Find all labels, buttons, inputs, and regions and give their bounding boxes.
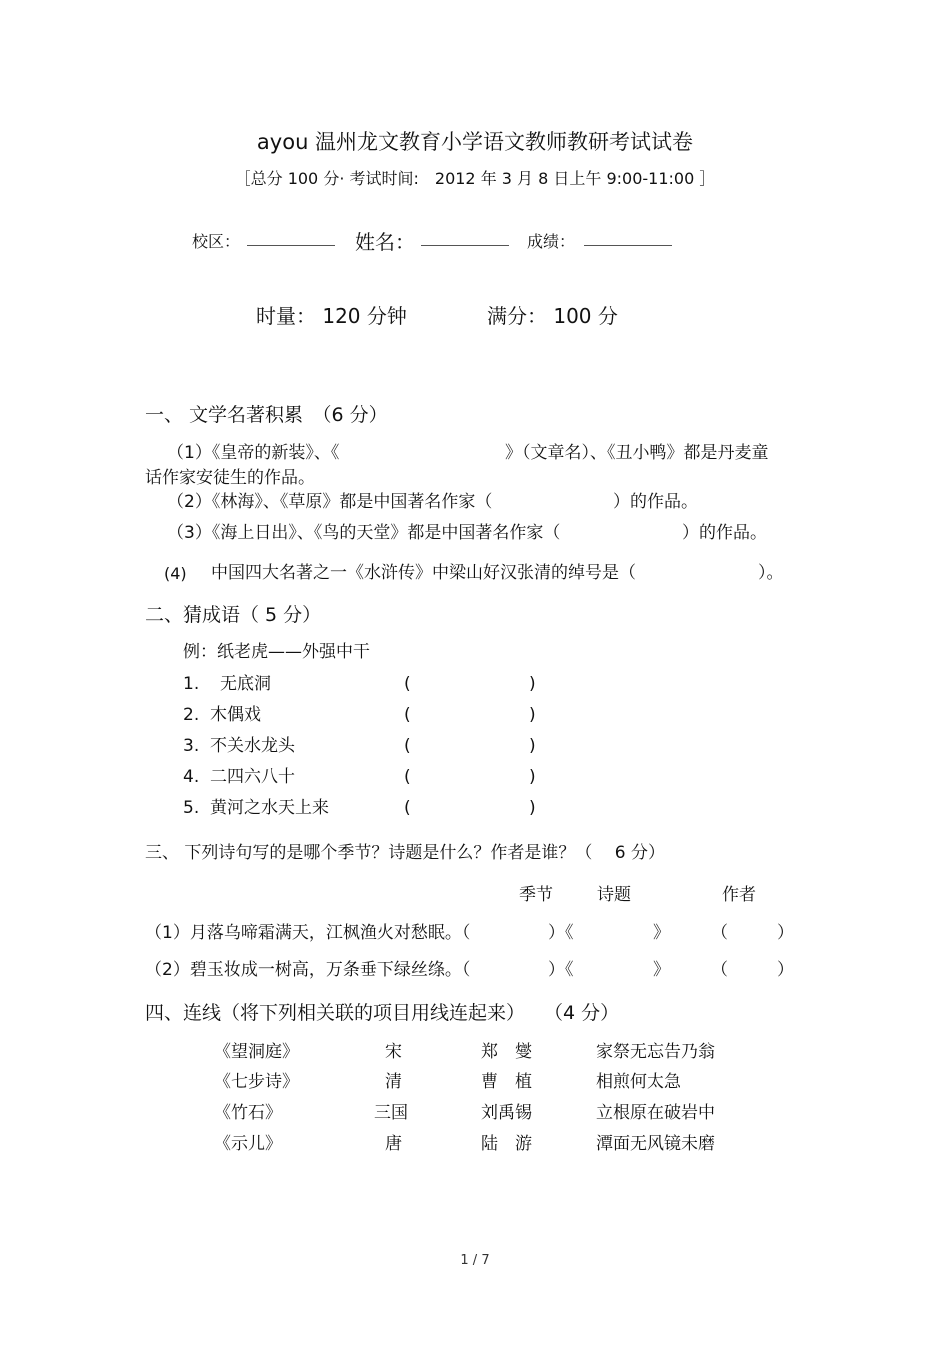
s3-col-season: 季节 [519, 885, 553, 905]
s1-q4-number: (4) [164, 564, 187, 583]
s2-item-close-paren: ) [529, 705, 536, 725]
s2-item-open-paren: ( [404, 798, 411, 818]
s4-dynasty: 宋 [385, 1042, 402, 1062]
s2-item-close-paren: ) [529, 674, 536, 694]
s2-item-close-paren: ) [529, 736, 536, 756]
campus-label: 校区： [192, 232, 241, 251]
section4-heading: 四、连线（将下列相关联的项目用线连起来） （4 分） [145, 1002, 620, 1024]
s4-poem: 《七步诗》 [214, 1072, 299, 1092]
s1-q1-part-b: 》（文章名）、《丑小鸭》都是丹麦童 [505, 443, 769, 463]
exam-title: ayou 温州龙文教育小学语文教师教研考试试卷 [256, 130, 694, 154]
s2-item-close-paren: ) [529, 767, 536, 787]
s2-item-text: 二四六八十 [210, 767, 295, 787]
s3-row-title-close: 》 [653, 960, 670, 980]
s3-row-season-close: ）《 [548, 923, 574, 943]
campus-blank [247, 245, 335, 246]
s2-item-number: 1. [183, 674, 200, 694]
section3-heading: 三、 下列诗句写的是哪个季节？诗题是什么？作者是谁？（ 6 分） [145, 843, 666, 863]
section2-heading: 二、猜成语（ 5 分） [145, 604, 322, 626]
full-score: 满分： 100 分 [487, 304, 618, 328]
s3-row-author-open: （ [711, 923, 728, 943]
s1-q3-part-a: （3）《海上日出》、《鸟的天堂》都是中国著名作家（ [167, 523, 561, 543]
score-label: 成绩： [527, 232, 576, 251]
s4-dynasty: 唐 [385, 1134, 402, 1154]
s4-author: 郑 燮 [481, 1042, 532, 1062]
s3-row-text: （2）碧玉妆成一树高，万条垂下绿丝绦。（ [145, 960, 471, 980]
s2-item-open-paren: ( [404, 736, 411, 756]
page-number: 1 / 7 [460, 1253, 490, 1268]
s1-q1-part-c: 话作家安徒生的作品。 [145, 468, 315, 488]
score-blank [584, 245, 672, 246]
s2-item-text: 木偶戏 [210, 705, 261, 725]
s2-item-text: 无底洞 [220, 674, 271, 694]
s3-row-author-close: ） [777, 960, 794, 980]
s4-line: 潭面无风镜未磨 [596, 1134, 715, 1154]
s4-line: 相煎何太急 [596, 1072, 681, 1092]
s2-item-close-paren: ) [529, 798, 536, 818]
s3-row-author-close: ） [777, 923, 794, 943]
s2-item-open-paren: ( [404, 674, 411, 694]
s3-row-author-open: （ [711, 960, 728, 980]
s1-q4-part-b: ）。 [758, 563, 784, 583]
s2-example: 例：纸老虎——外强中干 [183, 642, 370, 662]
s2-item-open-paren: ( [404, 705, 411, 725]
s4-author: 曹 植 [481, 1072, 532, 1092]
s2-item-number: 3. [183, 736, 200, 756]
s4-dynasty: 三国 [374, 1103, 408, 1123]
s4-dynasty: 清 [385, 1072, 402, 1092]
section1-heading: 一、 文学名著积累 （6 分） [145, 404, 388, 426]
s3-row-text: （1）月落乌啼霜满天，江枫渔火对愁眠。（ [145, 923, 471, 943]
name-label: 姓名： [355, 230, 415, 254]
s3-col-title: 诗题 [597, 885, 631, 905]
s4-author: 刘禹锡 [481, 1103, 532, 1123]
duration: 时量： 120 分钟 [256, 304, 407, 328]
s2-item-number: 4. [183, 767, 200, 787]
name-blank [421, 245, 509, 246]
s2-item-open-paren: ( [404, 767, 411, 787]
s4-poem: 《望洞庭》 [214, 1042, 299, 1062]
exam-subtitle: ［总分 100 分· 考试时间: 2012 年 3 月 8 日上午 9:00-11:00 ］ [234, 169, 716, 188]
s1-q4-part-a: 中国四大名著之一《水浒传》中梁山好汉张清的绰号是（ [211, 563, 636, 583]
s1-q1-part-a: （1）《皇帝的新装》、《 [167, 443, 340, 463]
s4-line: 家祭无忘告乃翁 [596, 1042, 715, 1062]
s3-col-author: 作者 [722, 885, 756, 905]
s4-author: 陆 游 [481, 1134, 532, 1154]
s3-row-season-close: ）《 [548, 960, 574, 980]
s2-item-number: 5. [183, 798, 200, 818]
s2-item-text: 黄河之水天上来 [210, 798, 329, 818]
s4-poem: 《竹石》 [214, 1103, 282, 1123]
s3-row-title-close: 》 [653, 923, 670, 943]
s4-line: 立根原在破岩中 [596, 1103, 715, 1123]
s1-q2-part-b: ）的作品。 [613, 492, 698, 512]
s2-item-text: 不关水龙头 [210, 736, 295, 756]
s4-poem: 《示儿》 [214, 1134, 282, 1154]
s1-q2-part-a: （2）《林海》、《草原》都是中国著名作家（ [167, 492, 493, 512]
s2-item-number: 2. [183, 705, 200, 725]
s1-q3-part-b: ）的作品。 [682, 523, 767, 543]
